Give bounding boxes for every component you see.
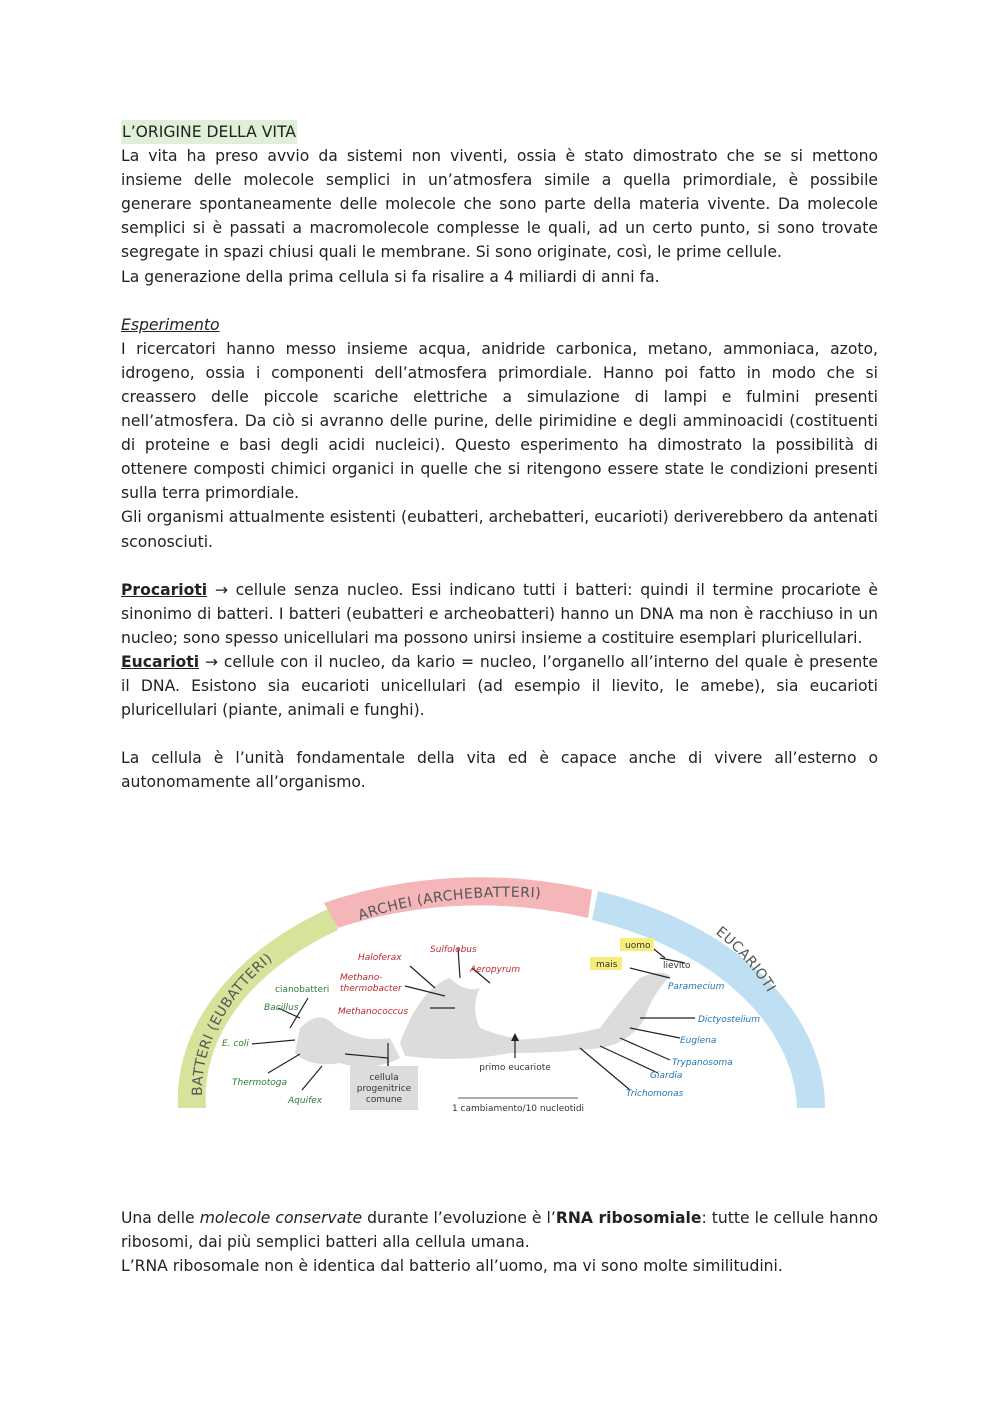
label-giardia: Giardia — [650, 1071, 683, 1081]
intro-date-paragraph: La generazione della prima cellula si fa risalire a 4 miliardi di anni fa. — [121, 267, 660, 286]
label-trypanosoma: Trypanosoma — [672, 1058, 733, 1068]
rna-text-emphasis: molecole conservate — [199, 1209, 363, 1227]
label-methanococcus: Methanococcus — [338, 1007, 409, 1017]
procarioti-paragraph — [121, 578, 878, 650]
label-sulfolobus: Sulfolobus — [430, 945, 477, 955]
rna-text-c: : tutte le cellule hanno ribosomi, dai più semplici batteri alla cellula umana. — [121, 1209, 878, 1252]
eucarioti-text: → cellule con il nucleo, da kario = nucleo, l’organello all’interno del quale è presente il DNA. Esistono sia eucarioti unicellulari (ad esempio il lievito, le amebe), sia eucarioti pluricellulari (piante, animali e funghi). — [121, 652, 878, 720]
rna-text-strong: RNA ribosomiale — [555, 1209, 702, 1227]
document-body — [121, 120, 878, 794]
label-trichomonas: Trichomonas — [626, 1089, 684, 1099]
label-ecoli: E. coli — [222, 1039, 249, 1049]
procarioti-text: → cellule senza nucleo. Essi indicano tutti i batteri: quindi il termine procariote è sinonimo di batteri. I batteri (eubatteri e archeobatteri) hanno un DNA ma non è racchiuso in un nucleo; sono spesso unicellulari ma possono unirsi insieme a costituire esemplari pluricellulari. — [121, 580, 878, 647]
bacteria-band-label: BATTERI (EUBATTERI) — [189, 950, 276, 1097]
eucarioti-paragraph — [121, 650, 878, 722]
label-lievito: lievito — [663, 961, 691, 971]
archaea-band-label: ARCHEI (ARCHEBATTERI) — [356, 884, 542, 924]
procarioti-term: Procarioti — [121, 580, 208, 599]
page-title: L’ORIGINE DELLA VITA — [121, 120, 297, 144]
progenitor-label-2: progenitrice — [356, 1084, 412, 1094]
label-thermotoga: Thermotoga — [232, 1078, 287, 1088]
label-aquifex: Aquifex — [288, 1096, 323, 1106]
first-eukaryote-label: primo eucariote — [479, 1063, 551, 1073]
experiment-paragraph: I ricercatori hanno messo insieme acqua, anidride carbonica, metano, ammoniaca, azoto, idrogeno, ossia i componenti dell’atmosfera primordiale. Hanno poi fatto in modo che si creassero delle piccole scariche elettriche a simulazione di lampi e fulmini presenti nell’atmosfera. Da ciò si avranno delle purine, delle pirimidine e degli amminoacidi (costituenti di proteine e basi degli acidi nucleici). Questo esperimento ha dimostrato la possibilità di ottenere composti chimici organici in quelle che si ritengono essere state le condizioni presenti sulla terra primordiale. — [121, 339, 878, 503]
progenitor-label-3: comune — [365, 1095, 403, 1105]
label-uomo: uomo — [625, 941, 651, 951]
rna-text-a: Una delle — [121, 1209, 200, 1227]
experiment-heading: Esperimento — [121, 315, 220, 334]
label-paramecium: Paramecium — [668, 982, 725, 992]
label-haloferax: Haloferax — [358, 953, 402, 963]
label-mais: mais — [596, 960, 618, 970]
label-euglena: Euglena — [680, 1036, 717, 1046]
bottom-section — [121, 1206, 878, 1278]
rna-similarity-paragraph: L’RNA ribosomale non è identica dal batterio all’uomo, ma vi sono molte similitudini. — [121, 1257, 783, 1276]
phylogenetic-tree-svg — [160, 868, 840, 1128]
eukarya-band-label: EUCARIOTI — [712, 923, 779, 996]
progenitor-label-1: cellula — [369, 1073, 399, 1083]
label-dictyostelium: Dictyostelium — [698, 1015, 760, 1025]
label-methanothermobacter-1: Methano- — [340, 973, 383, 983]
label-cianobatteri: cianobatteri — [275, 985, 330, 995]
rna-paragraph — [121, 1206, 878, 1254]
rna-text-b: durante l’evoluzione è l’ — [362, 1209, 556, 1227]
scale-label: 1 cambiamento/10 nucleotidi — [451, 1104, 585, 1114]
eucarioti-term: Eucarioti — [121, 652, 200, 671]
label-bacillus: Bacillus — [264, 1003, 299, 1013]
first-eukaryote-arrow — [511, 1033, 519, 1041]
organisms-paragraph: Gli organismi attualmente esistenti (eubatteri, archebatteri, eucarioti) deriverebbero da antenati sconosciuti. — [121, 508, 878, 551]
cell-paragraph: La cellula è l’unità fondamentale della vita ed è capace anche di vivere all’esterno o autonomamente all’organismo. — [121, 749, 878, 792]
intro-paragraph: La vita ha preso avvio da sistemi non viventi, ossia è stato dimostrato che se si mettono insieme delle molecole semplici in un’atmosfera simile a quella primordiale, è possibile generare spontaneamente delle molecole che sono parte della materia vivente. Da molecole semplici si è passati a macromolecole complesse le quali, ad un certo punto, si sono trovate segregate in spazi chiusi quali le membrane. Si sono originate, così, le prime cellule. — [121, 147, 878, 262]
label-aeropyrum: Aeropyrum — [470, 965, 521, 975]
phylogenetic-tree-figure — [160, 868, 840, 1128]
label-methanothermobacter-2: thermobacter — [340, 984, 402, 994]
